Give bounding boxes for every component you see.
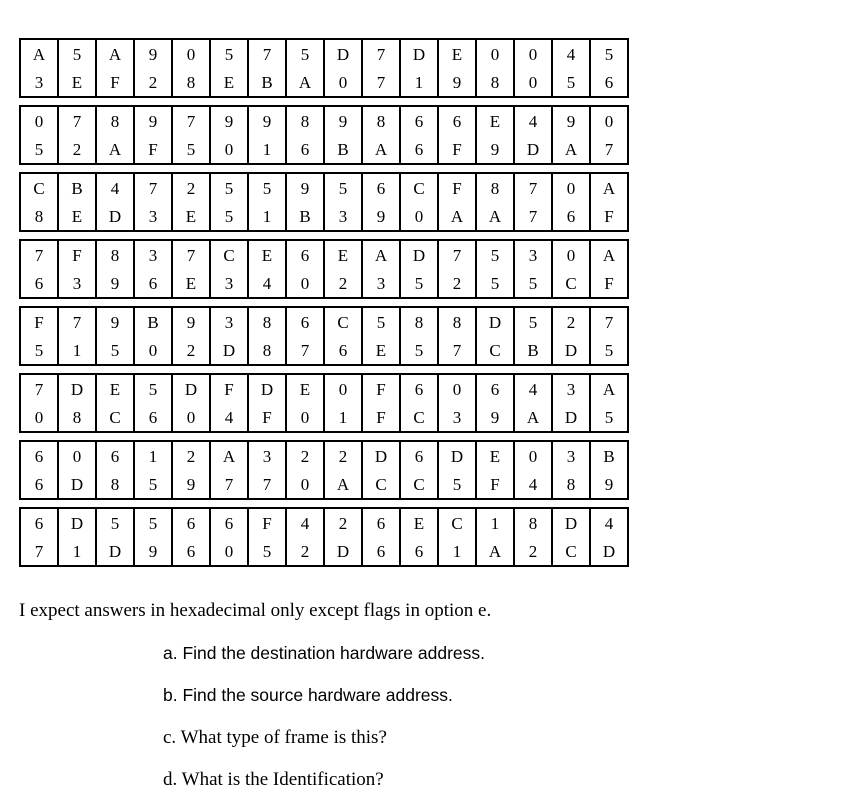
hex-nibble: 1 bbox=[58, 336, 96, 365]
hex-nibble: 6 bbox=[438, 106, 476, 135]
hex-nibble: 9 bbox=[210, 106, 248, 135]
hex-nibble: 6 bbox=[172, 537, 210, 566]
hex-nibble: A bbox=[476, 202, 514, 231]
hex-nibble: 5 bbox=[96, 508, 134, 537]
hex-dump-table bbox=[19, 38, 629, 567]
hex-nibble: A bbox=[20, 39, 58, 68]
hex-nibble: D bbox=[58, 374, 96, 403]
hex-nibble: 5 bbox=[20, 135, 58, 164]
hex-nibble: 8 bbox=[362, 106, 400, 135]
hex-nibble: C bbox=[438, 508, 476, 537]
hex-nibble: F bbox=[362, 403, 400, 432]
hex-nibble: 9 bbox=[362, 202, 400, 231]
hex-nibble: 8 bbox=[248, 336, 286, 365]
hex-nibble: 2 bbox=[172, 173, 210, 202]
hex-nibble: 2 bbox=[172, 336, 210, 365]
hex-nibble: B bbox=[590, 441, 628, 470]
hex-nibble: A bbox=[590, 240, 628, 269]
hex-nibble: E bbox=[58, 68, 96, 97]
hex-nibble: 8 bbox=[552, 470, 590, 499]
hex-nibble: 2 bbox=[324, 508, 362, 537]
hex-nibble: D bbox=[96, 202, 134, 231]
hex-nibble: E bbox=[248, 240, 286, 269]
hex-nibble: 6 bbox=[400, 135, 438, 164]
hex-nibble: A bbox=[438, 202, 476, 231]
hex-nibble: 3 bbox=[552, 374, 590, 403]
hex-nibble: A bbox=[362, 135, 400, 164]
hex-nibble: 9 bbox=[286, 173, 324, 202]
hex-nibble: 3 bbox=[58, 269, 96, 298]
hex-nibble: 6 bbox=[400, 106, 438, 135]
hex-row-4-high-nibble bbox=[20, 240, 628, 269]
hex-nibble: 2 bbox=[324, 269, 362, 298]
hex-nibble: 7 bbox=[20, 374, 58, 403]
hex-nibble: 5 bbox=[476, 269, 514, 298]
hex-nibble: D bbox=[324, 537, 362, 566]
hex-nibble: 5 bbox=[400, 269, 438, 298]
hex-nibble: 7 bbox=[20, 240, 58, 269]
hex-nibble: 1 bbox=[476, 508, 514, 537]
hex-nibble: 5 bbox=[400, 336, 438, 365]
hex-nibble: D bbox=[476, 307, 514, 336]
hex-nibble: 0 bbox=[438, 374, 476, 403]
hex-nibble: 3 bbox=[134, 202, 172, 231]
hex-nibble: F bbox=[248, 403, 286, 432]
hex-nibble: 0 bbox=[552, 240, 590, 269]
hex-nibble: 3 bbox=[324, 202, 362, 231]
hex-nibble: 5 bbox=[248, 173, 286, 202]
hex-nibble: 5 bbox=[134, 470, 172, 499]
hex-nibble: 8 bbox=[172, 68, 210, 97]
hex-nibble: 3 bbox=[362, 269, 400, 298]
hex-nibble: 6 bbox=[476, 374, 514, 403]
hex-nibble: 9 bbox=[476, 403, 514, 432]
hex-row-5-high-nibble bbox=[20, 307, 628, 336]
hex-nibble: E bbox=[476, 441, 514, 470]
hex-nibble: 5 bbox=[590, 403, 628, 432]
hex-row-6-high-nibble bbox=[20, 374, 628, 403]
hex-nibble: 9 bbox=[172, 307, 210, 336]
hex-nibble: 0 bbox=[20, 403, 58, 432]
hex-nibble: A bbox=[96, 135, 134, 164]
hex-nibble: 0 bbox=[210, 537, 248, 566]
hex-nibble: D bbox=[400, 240, 438, 269]
hex-nibble: 5 bbox=[590, 336, 628, 365]
hex-nibble: A bbox=[210, 441, 248, 470]
hex-nibble: 5 bbox=[134, 508, 172, 537]
hex-nibble: B bbox=[286, 202, 324, 231]
hex-nibble: E bbox=[324, 240, 362, 269]
question-d: d. What is the Identification? bbox=[163, 769, 384, 790]
hex-nibble: 0 bbox=[400, 202, 438, 231]
hex-nibble: 2 bbox=[286, 537, 324, 566]
hex-nibble: 1 bbox=[248, 135, 286, 164]
hex-nibble: F bbox=[590, 269, 628, 298]
hex-nibble: A bbox=[362, 240, 400, 269]
hex-nibble: 6 bbox=[172, 508, 210, 537]
hex-nibble: D bbox=[58, 470, 96, 499]
hex-nibble: A bbox=[552, 135, 590, 164]
hex-nibble: 5 bbox=[438, 470, 476, 499]
hex-nibble: 9 bbox=[134, 537, 172, 566]
hex-nibble: 5 bbox=[286, 39, 324, 68]
hex-nibble: 6 bbox=[134, 403, 172, 432]
hex-nibble: 4 bbox=[210, 403, 248, 432]
hex-nibble: A bbox=[96, 39, 134, 68]
hex-nibble: E bbox=[172, 269, 210, 298]
hex-nibble: 9 bbox=[552, 106, 590, 135]
hex-nibble: 5 bbox=[210, 39, 248, 68]
hex-nibble: 7 bbox=[514, 202, 552, 231]
hex-nibble: 4 bbox=[590, 508, 628, 537]
hex-nibble: B bbox=[58, 173, 96, 202]
hex-nibble: D bbox=[552, 403, 590, 432]
hex-nibble: 0 bbox=[324, 374, 362, 403]
hex-nibble: D bbox=[172, 374, 210, 403]
hex-nibble: 5 bbox=[590, 39, 628, 68]
hex-nibble: 9 bbox=[134, 106, 172, 135]
hex-nibble: 9 bbox=[248, 106, 286, 135]
hex-nibble: 7 bbox=[172, 240, 210, 269]
hex-nibble: 5 bbox=[248, 537, 286, 566]
hex-row-2-high-nibble bbox=[20, 106, 628, 135]
hex-nibble: 6 bbox=[210, 508, 248, 537]
hex-nibble: 2 bbox=[286, 441, 324, 470]
hex-nibble: C bbox=[324, 307, 362, 336]
hex-nibble: 0 bbox=[552, 173, 590, 202]
question-b: b. Find the source hardware address. bbox=[163, 685, 453, 705]
hex-row-7-high-nibble bbox=[20, 441, 628, 470]
hex-nibble: E bbox=[172, 202, 210, 231]
hex-nibble: F bbox=[134, 135, 172, 164]
hex-nibble: 0 bbox=[286, 470, 324, 499]
hex-nibble: 4 bbox=[514, 106, 552, 135]
hex-nibble: 2 bbox=[134, 68, 172, 97]
hex-nibble: 6 bbox=[286, 240, 324, 269]
hex-nibble: 9 bbox=[590, 470, 628, 499]
hex-nibble: 8 bbox=[96, 240, 134, 269]
hex-nibble: 0 bbox=[20, 106, 58, 135]
hex-nibble: 7 bbox=[438, 336, 476, 365]
hex-nibble: 7 bbox=[172, 106, 210, 135]
hex-nibble: 6 bbox=[96, 441, 134, 470]
hex-nibble: 6 bbox=[134, 269, 172, 298]
hex-row-3-low-nibble bbox=[20, 202, 628, 231]
hex-nibble: D bbox=[514, 135, 552, 164]
hex-nibble: 5 bbox=[210, 173, 248, 202]
hex-nibble: 8 bbox=[476, 68, 514, 97]
hex-nibble: F bbox=[438, 173, 476, 202]
hex-row-5-low-nibble bbox=[20, 336, 628, 365]
hex-nibble: A bbox=[590, 173, 628, 202]
hex-nibble: 5 bbox=[58, 39, 96, 68]
hex-nibble: E bbox=[210, 68, 248, 97]
hex-nibble: 3 bbox=[20, 68, 58, 97]
hex-nibble: 9 bbox=[476, 135, 514, 164]
hex-nibble: D bbox=[438, 441, 476, 470]
hex-nibble: 9 bbox=[96, 307, 134, 336]
hex-nibble: 6 bbox=[362, 508, 400, 537]
hex-nibble: E bbox=[438, 39, 476, 68]
hex-nibble: 0 bbox=[286, 403, 324, 432]
hex-nibble: 7 bbox=[362, 68, 400, 97]
hex-nibble: 9 bbox=[96, 269, 134, 298]
hex-nibble: 0 bbox=[476, 39, 514, 68]
hex-nibble: 3 bbox=[210, 269, 248, 298]
hex-nibble: A bbox=[286, 68, 324, 97]
hex-nibble: 0 bbox=[134, 336, 172, 365]
hex-row-3-high-nibble bbox=[20, 173, 628, 202]
hex-nibble: E bbox=[400, 508, 438, 537]
hex-nibble: D bbox=[58, 508, 96, 537]
hex-nibble: B bbox=[514, 336, 552, 365]
hex-nibble: D bbox=[324, 39, 362, 68]
hex-nibble: 1 bbox=[58, 537, 96, 566]
hex-nibble: 8 bbox=[286, 106, 324, 135]
hex-nibble: D bbox=[362, 441, 400, 470]
hex-nibble: 5 bbox=[324, 173, 362, 202]
hex-nibble: 0 bbox=[286, 269, 324, 298]
hex-nibble: 8 bbox=[248, 307, 286, 336]
hex-nibble: E bbox=[286, 374, 324, 403]
hex-nibble: 6 bbox=[20, 441, 58, 470]
hex-nibble: 8 bbox=[438, 307, 476, 336]
hex-nibble: 4 bbox=[514, 470, 552, 499]
hex-nibble: 5 bbox=[210, 202, 248, 231]
hex-nibble: 1 bbox=[324, 403, 362, 432]
hex-nibble: 5 bbox=[514, 307, 552, 336]
hex-nibble: 9 bbox=[438, 68, 476, 97]
hex-nibble: 6 bbox=[400, 441, 438, 470]
hex-nibble: A bbox=[476, 537, 514, 566]
hex-nibble: 7 bbox=[58, 106, 96, 135]
hex-nibble: C bbox=[96, 403, 134, 432]
question-c: c. What type of frame is this? bbox=[163, 727, 387, 748]
hex-nibble: D bbox=[96, 537, 134, 566]
hex-nibble: A bbox=[514, 403, 552, 432]
hex-nibble: E bbox=[96, 374, 134, 403]
hex-nibble: 5 bbox=[172, 135, 210, 164]
hex-nibble: 7 bbox=[248, 470, 286, 499]
hex-nibble: C bbox=[552, 537, 590, 566]
hex-nibble: 6 bbox=[362, 173, 400, 202]
hex-nibble: 6 bbox=[552, 202, 590, 231]
hex-nibble: 8 bbox=[400, 307, 438, 336]
hex-nibble: 8 bbox=[476, 173, 514, 202]
hex-nibble: F bbox=[248, 508, 286, 537]
hex-nibble: 0 bbox=[172, 403, 210, 432]
hex-nibble: 7 bbox=[210, 470, 248, 499]
hex-nibble: D bbox=[210, 336, 248, 365]
hex-nibble: 0 bbox=[172, 39, 210, 68]
hex-nibble: 2 bbox=[324, 441, 362, 470]
hex-nibble: 6 bbox=[590, 68, 628, 97]
hex-nibble: E bbox=[58, 202, 96, 231]
hex-nibble: 2 bbox=[172, 441, 210, 470]
hex-nibble: 7 bbox=[590, 307, 628, 336]
hex-nibble: 5 bbox=[134, 374, 172, 403]
hex-nibble: B bbox=[324, 135, 362, 164]
hex-nibble: 7 bbox=[514, 173, 552, 202]
hex-nibble: 8 bbox=[514, 508, 552, 537]
hex-nibble: 0 bbox=[514, 441, 552, 470]
hex-nibble: 7 bbox=[134, 173, 172, 202]
hex-nibble: F bbox=[438, 135, 476, 164]
hex-nibble: 7 bbox=[590, 135, 628, 164]
hex-nibble: B bbox=[134, 307, 172, 336]
hex-nibble: 5 bbox=[20, 336, 58, 365]
hex-nibble: 1 bbox=[438, 537, 476, 566]
hex-nibble: 6 bbox=[20, 269, 58, 298]
hex-nibble: 5 bbox=[362, 307, 400, 336]
hex-nibble: 3 bbox=[134, 240, 172, 269]
hex-nibble: D bbox=[552, 508, 590, 537]
hex-nibble: 5 bbox=[514, 269, 552, 298]
hex-nibble: 0 bbox=[324, 68, 362, 97]
hex-nibble: 4 bbox=[514, 374, 552, 403]
hex-nibble: 2 bbox=[438, 269, 476, 298]
hex-nibble: 7 bbox=[20, 537, 58, 566]
hex-nibble: F bbox=[96, 68, 134, 97]
hex-nibble: 7 bbox=[438, 240, 476, 269]
hex-nibble: B bbox=[248, 68, 286, 97]
hex-nibble: C bbox=[476, 336, 514, 365]
hex-nibble: 2 bbox=[514, 537, 552, 566]
hex-nibble: C bbox=[210, 240, 248, 269]
hex-nibble: 3 bbox=[514, 240, 552, 269]
hex-nibble: D bbox=[248, 374, 286, 403]
hex-nibble: 8 bbox=[96, 470, 134, 499]
hex-nibble: 4 bbox=[286, 508, 324, 537]
hex-nibble: A bbox=[324, 470, 362, 499]
hex-nibble: 7 bbox=[248, 39, 286, 68]
question-a: a. Find the destination hardware address. bbox=[163, 643, 485, 663]
hex-nibble: C bbox=[362, 470, 400, 499]
hex-nibble: E bbox=[362, 336, 400, 365]
hex-nibble: C bbox=[400, 470, 438, 499]
hex-nibble: 8 bbox=[20, 202, 58, 231]
hex-nibble: 6 bbox=[362, 537, 400, 566]
hex-row-7-low-nibble bbox=[20, 470, 628, 499]
hex-nibble: E bbox=[476, 106, 514, 135]
hex-nibble: 7 bbox=[58, 307, 96, 336]
hex-nibble: F bbox=[476, 470, 514, 499]
hex-nibble: 8 bbox=[58, 403, 96, 432]
hex-row-4-low-nibble bbox=[20, 269, 628, 298]
hex-nibble: 5 bbox=[552, 68, 590, 97]
hex-nibble: 8 bbox=[96, 106, 134, 135]
hex-nibble: 9 bbox=[134, 39, 172, 68]
hex-nibble: 6 bbox=[286, 135, 324, 164]
hex-nibble: 7 bbox=[286, 336, 324, 365]
hex-nibble: 2 bbox=[552, 307, 590, 336]
hex-nibble: 4 bbox=[552, 39, 590, 68]
hex-nibble: 6 bbox=[20, 470, 58, 499]
hex-nibble: 0 bbox=[210, 135, 248, 164]
hex-nibble: F bbox=[362, 374, 400, 403]
hex-nibble: 6 bbox=[400, 537, 438, 566]
hex-row-8-low-nibble bbox=[20, 537, 628, 566]
hex-nibble: F bbox=[590, 202, 628, 231]
hex-nibble: 6 bbox=[400, 374, 438, 403]
hex-row-8-high-nibble bbox=[20, 508, 628, 537]
hex-row-6-low-nibble bbox=[20, 403, 628, 432]
hex-nibble: 1 bbox=[134, 441, 172, 470]
hex-nibble: 1 bbox=[248, 202, 286, 231]
hex-nibble: 6 bbox=[20, 508, 58, 537]
hex-nibble: 3 bbox=[210, 307, 248, 336]
hex-nibble: 0 bbox=[590, 106, 628, 135]
hex-nibble: 4 bbox=[248, 269, 286, 298]
hex-nibble: D bbox=[590, 537, 628, 566]
hex-nibble: 2 bbox=[58, 135, 96, 164]
hex-nibble: D bbox=[400, 39, 438, 68]
hex-nibble: 5 bbox=[96, 336, 134, 365]
hex-nibble: 0 bbox=[514, 39, 552, 68]
hex-nibble: 6 bbox=[324, 336, 362, 365]
hex-nibble: 7 bbox=[362, 39, 400, 68]
hex-nibble: F bbox=[210, 374, 248, 403]
hex-nibble: 3 bbox=[438, 403, 476, 432]
hex-nibble: C bbox=[552, 269, 590, 298]
hex-nibble: A bbox=[590, 374, 628, 403]
hex-nibble: 3 bbox=[552, 441, 590, 470]
hex-nibble: F bbox=[20, 307, 58, 336]
hex-nibble: 5 bbox=[476, 240, 514, 269]
hex-nibble: 0 bbox=[58, 441, 96, 470]
hex-nibble: C bbox=[400, 403, 438, 432]
hex-nibble: 9 bbox=[172, 470, 210, 499]
hex-nibble: 6 bbox=[286, 307, 324, 336]
hex-nibble: D bbox=[552, 336, 590, 365]
hex-nibble: 3 bbox=[248, 441, 286, 470]
hex-nibble: C bbox=[400, 173, 438, 202]
hex-nibble: F bbox=[58, 240, 96, 269]
hex-nibble: 1 bbox=[400, 68, 438, 97]
instructions-text: I expect answers in hexadecimal only except flags in option e. bbox=[19, 600, 492, 621]
hex-row-1-low-nibble bbox=[20, 68, 628, 97]
hex-row-2-low-nibble bbox=[20, 135, 628, 164]
hex-nibble: 0 bbox=[514, 68, 552, 97]
hex-nibble: 9 bbox=[324, 106, 362, 135]
hex-nibble: C bbox=[20, 173, 58, 202]
hex-nibble: 4 bbox=[96, 173, 134, 202]
hex-row-1-high-nibble bbox=[20, 39, 628, 68]
